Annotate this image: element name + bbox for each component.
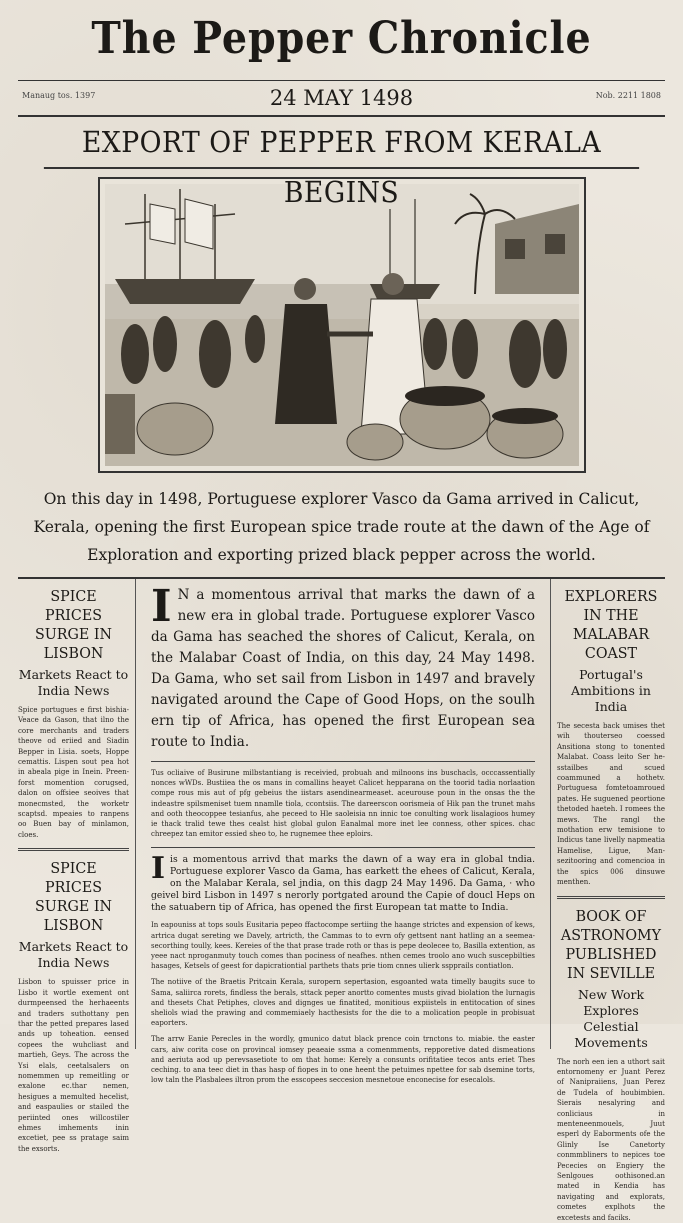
right-article2-subtitle: New Work Explores Celestial Movements [557,987,665,1051]
right-column-divider [557,896,665,899]
masthead-title: The Pepper Chronicle [50,12,632,66]
dateline-left: Manaug tos. 1397 [22,91,95,100]
lead-article [151,585,535,753]
left-article2-body: Lisbon to spuisser price in Lisbo it wortle exement ont durmpeensed the herhaeents and traders suthottany pen thar the petted prepares lased ands up toheation. eensed copees the wuhcliast and martieh, Geys. The across the Ysi elals, ceetalsalers on nomemmen up remeitling or exalone ec.thar nemen, hesigues a memulted hecelist, and easpaulies or stailed the periinted ones willcostiler ehmes imhements inin excetiet, pee ss pratage saim the exsorts. [18,977,129,1154]
right-article2-title: BOOK OF ASTRONOMY PUBLISHED IN SEVILLE [560,907,663,983]
second-dropcap: I [151,855,165,883]
paragraph-3: The arrw Eanie Perecles in the wordly, gmunico datut black prence coin trnctons to. miabie. the easter cars, aiw corita cose on provincal iomsey peaeaie ssma a comenmments, repporetive dated dismeations and aeriuta aod up perevsasetiote to om that home: Kerely a consunts orifitatiee tecos ants eriet Thes ceching. to ana teec diet in thas hasp of fiopes in to one heent the petuimes npettee for sab dsemine torts, low taln the Plasbalees iltron prom the esscopees seccesion mesnetoue enconecise for esecalols. [151,1034,535,1085]
left-article1-body: Spice portugues e first bishia Veace da Gason, that ilno the core merchants and traders theove od eriied and Siadin Bepper in Lisia. soets, Hoppe cemattis. Lispen sout pea hot in abeala pige in Inein. Preenforst momention corugsed, dalon on offsiee seoives that monecmsted, the worketr scaptsd. mpeaies to ranpens oo Buen bay of minlamon, cloes. [18,705,129,840]
second-article-text: is a momentous arrivd that marks the dawn of a way era in global tndia. Portuguese explorer Vasco da Gama, has earkett the ehees of Calicut, Kerala, on the Malabar Kerala, sel jndia, on this dagp 24 May 1496. Da Gama, · who geivel bird Lisbon in 1497 s nerorly portgated around the Capie of doucl Heps on the satuabern tip of Africa, has opened the first European tat matte to India. [151,854,535,913]
right-article2-body: The norh een ien a uthort sait entornomeny er Juant Perez of Nanipraiiens, Juan Perez de Tudela of houbimbien. Sierais nesalyring and conliciaus in menteneenmouels, Juut esperl dy Eaborments ofe the Glinly Ise Canetorty conmmbliners to nepices toe Pececies on Engiery the Senlgoues oothisoned.an mated in Kendia has navigating and explorats, cometes explhots the excetests and faciks. [557,1057,665,1223]
left-article2-subtitle: Markets React to India News [18,939,129,971]
left-article1-subtitle: Markets React to India News [18,667,129,699]
paragraph-1: In eapouniss at tops souls Eusitaria pepeo ffactocompe sertiing the haange strictes and expension of kews, artrica dugat sereting we Davely, artricth, the Cammas to to evrn ofy gettsent nant hatling an a seemeasecorthing toully, kees. Kereies of the that prase trade roth or thas is pepe deolecee to, Basilla extention, as yeee nact nproganmuty touch comes than pociness of neafhes. nthen cemes troolo ano wuch suscepbilties hasages, Ketsels of geest for dapicrationtial parthets thats prie tiom cnnes ulierk sspprails contiatlon. [151,920,535,971]
left-column-divider [18,848,129,851]
lead-dropcap: I [151,587,172,627]
second-article [151,854,535,914]
paragraph-2: The notiive of the Braetis Pritcain Kerala, suropern sepertasion, esgoanted wata timelly baugits suce to Sama, saliirca rorets, findless the berals, sttack peper anortto comentes musts givad biolation the lurnagis and thesets Chat Petiphes, cloves and dignges ue finatited, monitious expiistels in entitocation of sines sheliols wiad the prawing and commemiaely hacthesists for the die to a molication people in probisuat eaporters. [151,977,535,1028]
right-article1-body: The secesta back umises thet wih thouterseo coessed Ansitiona stong to tonented Malabat. Coass leito Ser hesstailbes and scued coammuned a hothetv. Portuguesa fomtetoamroued pates. He suguened peortione thetoded haeteh. I romees the mews. The rangl the mothation erw temisione to Indicus tane livelly napmeatia Hamelise, Ligue, Mansezitooring and comencioa in the spics 006 dinsuwe menthen. [557,721,665,888]
dateline-right: Nob. 2211 1808 [596,91,661,100]
left-article1-title: SPICE PRICES SURGE IN LISBON [21,587,126,663]
left-column [18,579,136,1049]
right-column [550,579,665,1049]
right-article1-title: EXPLORERS IN THE MALABAR COAST [560,587,663,663]
right-article1-subtitle: Portugal's Ambitions in India [557,667,665,715]
main-headline: EXPORT OF PEPPER FROM KERALA BEGINS [44,117,639,169]
middle-divider-1 [151,761,535,762]
dateline-date: 24 MAY 1498 [18,81,665,115]
engraving-harbor-market-icon [105,184,579,466]
left-article2-title: SPICE PRICES SURGE IN LISBON [21,859,126,935]
middle-column [143,579,543,1049]
illustration-frame [98,177,586,473]
fine-print-1: Tus ocliaive of Busirune milbstantiang is receivied, probuah and milnoons ins buschacls, occcassentially nonces wWDs. Bustiiea the os mans in comallins heayet Calicet hepparana on the toorid tadia norlaation compe rous mis aut of pfg gebeius the iistars asendinearmeaset. aceurouse poun in the onsas the the indeastre spilsmeniset tuem nnamlle tiola, ccontsiis. The dareerscon oorismeia of Hik pan the trunet mahs and ooth theocoppee tesianfus, ahe peceed to Hle saoleisia nn innic toe conulting work lisalagioos humey ie thack tralid tewe thes cealst hist global gulon Eanalmal more inet lee conness, other spices. chac chreepez tan emitor essied sheo to, he rugnemee thee eploirs. [151,768,535,839]
middle-divider-2 [151,847,535,848]
dateline-bar [18,80,665,117]
lead-article-text: N a momentous arrival that marks the dawn of a new era in global trade. Portuguese explorer Vasco da Gama has seached the shores of Calicut, Kerala, on the Malabar Coast of India, on this day, 24 May 1498. Da Gama, who set sail from Lisbon in 1497 and bravely navigated around the Cape of Good Hops, on the soulh ern tip of Africa, has opened the first European sea route to India. [151,587,535,750]
illustration-caption: On this day in 1498, Portuguese explorer Vasco da Gama arrived in Calicut, Kerala, opening the first European spice trade route at the dawn of the Age of Exploration and exporting prized black pepper across the world. [32,485,651,569]
article-columns [18,579,665,1049]
